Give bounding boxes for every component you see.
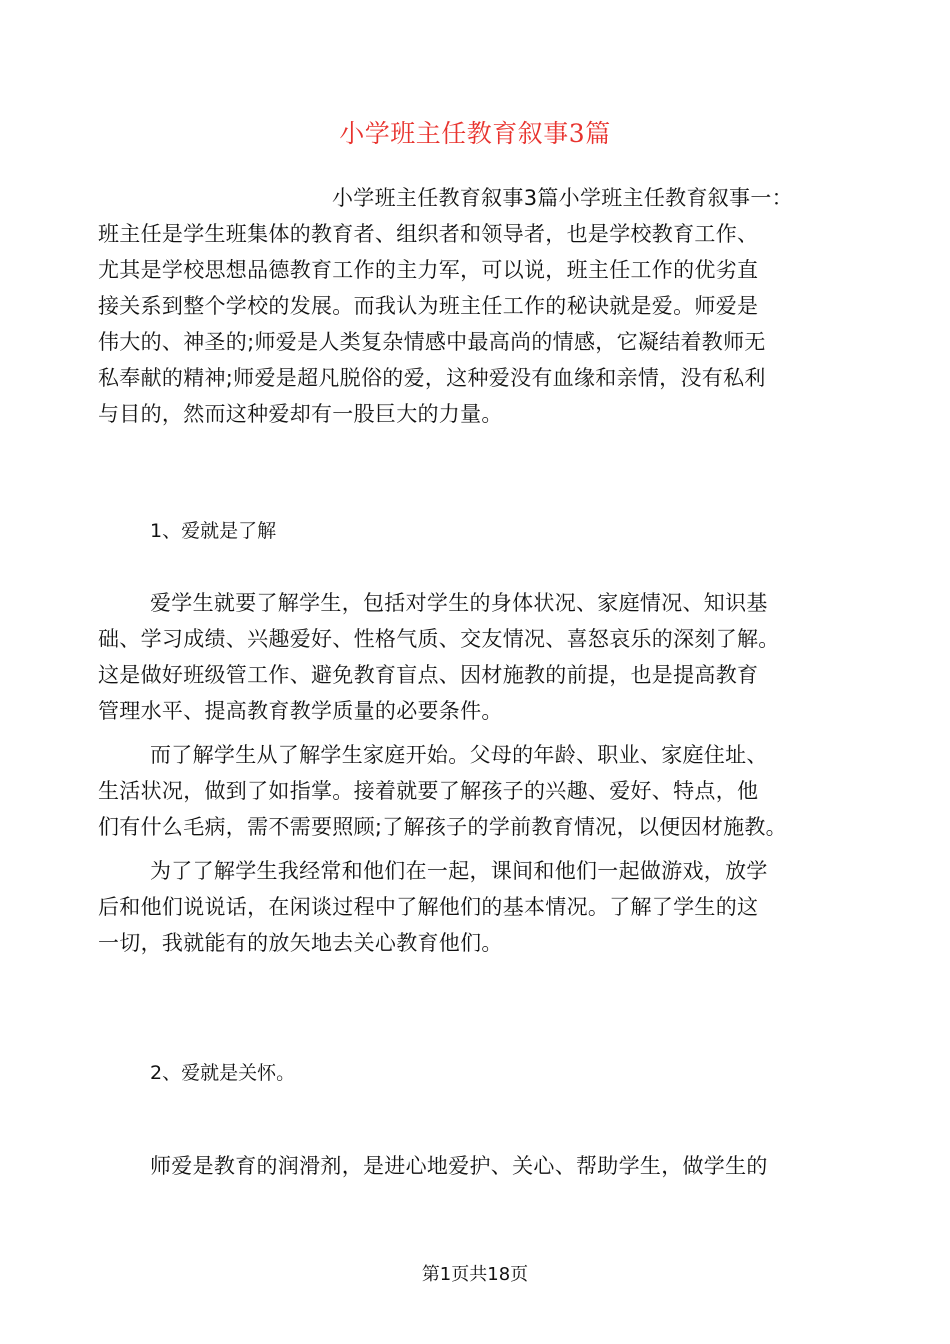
paragraph-line: 私奉献的精神;师爱是超凡脱俗的爱，这种爱没有血缘和亲情，没有私利	[98, 366, 766, 390]
document-title: 小学班主任教育叙事3篇	[339, 119, 611, 148]
paragraph-line: 而了解学生从了解学生家庭开始。父母的年龄、职业、家庭住址、	[150, 743, 768, 767]
section-1-paragraphs	[98, 585, 868, 961]
paragraph-line: 生活状况，做到了如指掌。接着就要了解孩子的兴趣、爱好、特点，他	[98, 779, 759, 803]
paragraph-line: 后和他们说说话，在闲谈过程中了解他们的基本情况。了解了学生的这	[98, 895, 759, 919]
section-heading-1: 1、爱就是了解	[150, 520, 277, 542]
paragraph-line: 为了了解学生我经常和他们在一起，课间和他们一起做游戏，放学	[150, 859, 768, 883]
paragraph-line: 尤其是学校思想品德教育工作的主力军，可以说，班主任工作的优劣直	[98, 258, 759, 282]
paragraph-line: 班主任是学生班集体的教育者、组织者和领导者，也是学校教育工作、	[98, 222, 759, 246]
paragraph-line: 们有什么毛病，需不需要照顾;了解孩子的学前教育情况，以便因材施教。	[98, 815, 787, 839]
page-footer: 第1页共18页	[421, 1264, 529, 1285]
paragraph-line: 管理水平、提高教育教学质量的必要条件。	[98, 699, 503, 723]
paragraph-line: 师爱是教育的润滑剂，是进心地爱护、关心、帮助学生，做学生的	[150, 1154, 768, 1178]
paragraph-line: 与目的，然而这种爱却有一股巨大的力量。	[98, 402, 503, 426]
intro-paragraph	[98, 180, 868, 432]
section-2-paragraphs	[98, 1148, 868, 1184]
paragraph-line: 一切，我就能有的放矢地去关心教育他们。	[98, 931, 503, 955]
paragraph-line: 础、学习成绩、兴趣爱好、性格气质、交友情况、喜怒哀乐的深刻了解。	[98, 627, 780, 651]
paragraph-line: 小学班主任教育叙事3篇小学班主任教育叙事一：	[332, 186, 793, 210]
section-heading-2: 2、爱就是关怀。	[150, 1062, 296, 1084]
paragraph-line: 伟大的、神圣的;师爱是人类复杂情感中最高尚的情感，它凝结着教师无	[98, 330, 766, 354]
paragraph-line: 爱学生就要了解学生，包括对学生的身体状况、家庭情况、知识基	[150, 591, 768, 615]
paragraph-line: 接关系到整个学校的发展。而我认为班主任工作的秘诀就是爱。师爱是	[98, 294, 759, 318]
paragraph-line: 这是做好班级管工作、避免教育盲点、因材施教的前提，也是提高教育	[98, 663, 759, 687]
